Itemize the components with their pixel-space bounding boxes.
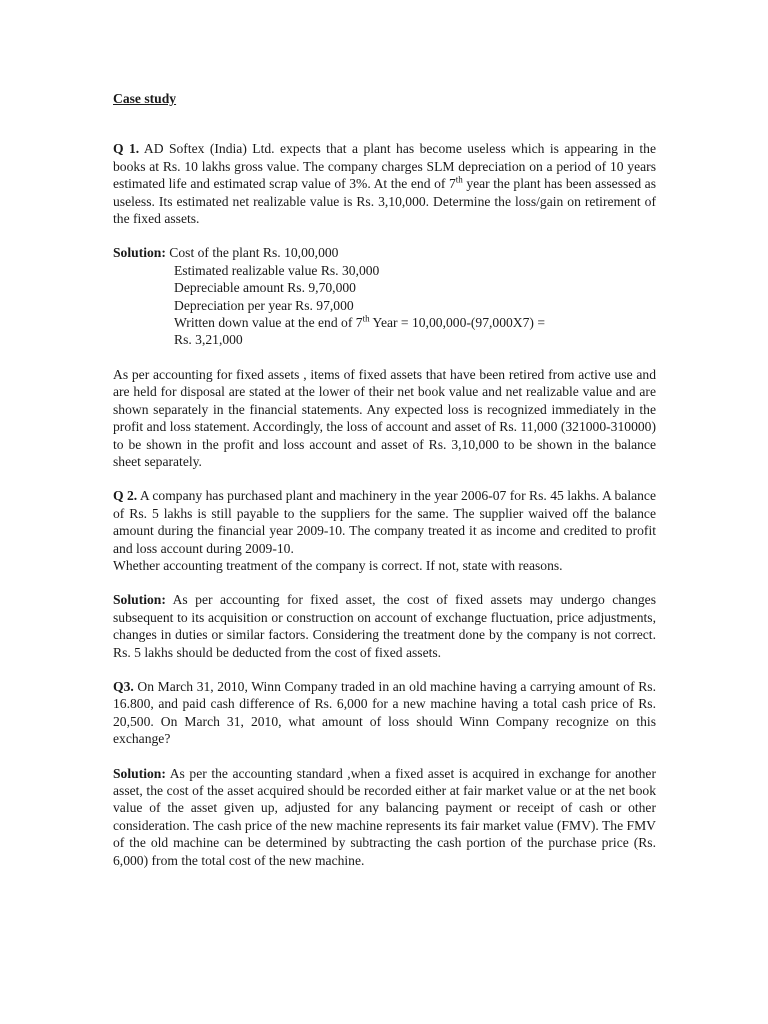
question-1-superscript: th — [455, 174, 463, 185]
solution-1-label: Solution: — [113, 245, 166, 261]
solution-1-line-3: Depreciable amount Rs. 9,70,000 — [174, 280, 356, 296]
solution-1-line-6: Rs. 3,21,000 — [174, 332, 243, 348]
question-2-text: A company has purchased plant and machinery in the year 2006-07 for Rs. 45 lakhs. A balance of Rs. 5 lakhs is still payable to the suppliers for the same. The supplier waived off the balance amount during the financial year 2009-10. The company treated it as income and credited to profit and loss account during 2009-10. — [113, 488, 657, 556]
question-3-label: Q3. — [113, 678, 134, 694]
solution-2-text: As per accounting for fixed asset, the cost of fixed assets may undergo changes subsequent to its acquisition or construction on account of exchange fluctuation, price adjustments, changes in duties or similar factors. Considering the treatment done by the company is not correct. Rs. 5 lakhs should be deducted from the cost of fixed assets. — [113, 592, 656, 660]
document-title: Case study — [113, 91, 177, 106]
solution-1-line-5 — [113, 314, 656, 331]
solution-3-text: As per the accounting standard ,when a fixed asset is acquired in exchange for another asset, the cost of the asset acquired should be recorded either at fair market value or at the net book value of the asset given up, adjusted for any balancing payment or receipt of cash or other consideration. The cash price of the new machine represents its fair market value (FMV). The FMV of the old machine can be determined by subtracting the cash portion of the purchase price (Rs. 6,000) from the total cost of the new machine. — [113, 765, 656, 868]
solution-1-line-1-text: Cost of the plant Rs. 10,00,000 — [169, 245, 339, 261]
solution-2-label: Solution: — [113, 592, 166, 608]
solution-2 — [113, 591, 656, 661]
question-2-question: Whether accounting treatment of the company is correct. If not, state with reasons. — [113, 557, 563, 573]
solution-1-line-2: Estimated realizable value Rs. 30,000 — [174, 262, 380, 278]
solution-1-line-5-superscript: th — [362, 313, 370, 324]
solution-1-line-5-a: Written down value at the end of 7 — [174, 315, 363, 331]
solution-1-line-1 — [113, 244, 656, 261]
solution-1-line-4: Depreciation per year Rs. 97,000 — [174, 297, 354, 313]
question-2 — [113, 487, 656, 557]
solution-1-line-5-b: Year = 10,00,000-(97,000X7) = — [369, 315, 546, 331]
question-1-label: Q 1. — [113, 141, 140, 157]
question-1-text-c: . Determine the loss/gain on retirement of the fixed assets. — [113, 193, 656, 227]
question-1-text-a: AD Softex (India) Ltd. expects that a plant has become useless which is appearing in the books at Rs. 10 lakhs gross value. The company charges SLM depreciation on a period of 10 years estimated life and estimated scrap value of 3%. At the end of 7 — [113, 141, 657, 192]
question-1-text-b: year the plant has been assessed as useless. Its estimated net realizable value is Rs. 3,10,000 — [113, 176, 656, 209]
solution-3 — [113, 765, 656, 869]
solution-3-label: Solution: — [113, 765, 166, 781]
question-2-label: Q 2. — [113, 488, 138, 504]
question-3-text: On March 31, 2010, Winn Company traded in an old machine having a carrying amount of Rs. 16.800, and paid cash difference of Rs. 6,000 for a new machine having a total cash price of Rs. 20,500. On March 31, 2010, what amount of loss should Winn Company recognize on this exchange? — [113, 678, 656, 747]
document-page — [113, 90, 656, 886]
solution-1 — [113, 244, 656, 348]
question-1 — [113, 140, 656, 227]
question-3 — [113, 678, 656, 748]
explanation-paragraph: As per accounting for fixed assets , items of fixed assets that have been retired from active use and are held for disposal are stated at the lower of their net book value and net realizable value and are shown separately in the financial statements. Any expected loss is recognized immediately in the profit and loss statement. Accordingly, the loss of account and asset of Rs. 11,000 (321000-310000) to be shown in the profit and loss account and asset of Rs. 3,10,000 to be shown in the balance sheet separately. — [113, 366, 656, 469]
